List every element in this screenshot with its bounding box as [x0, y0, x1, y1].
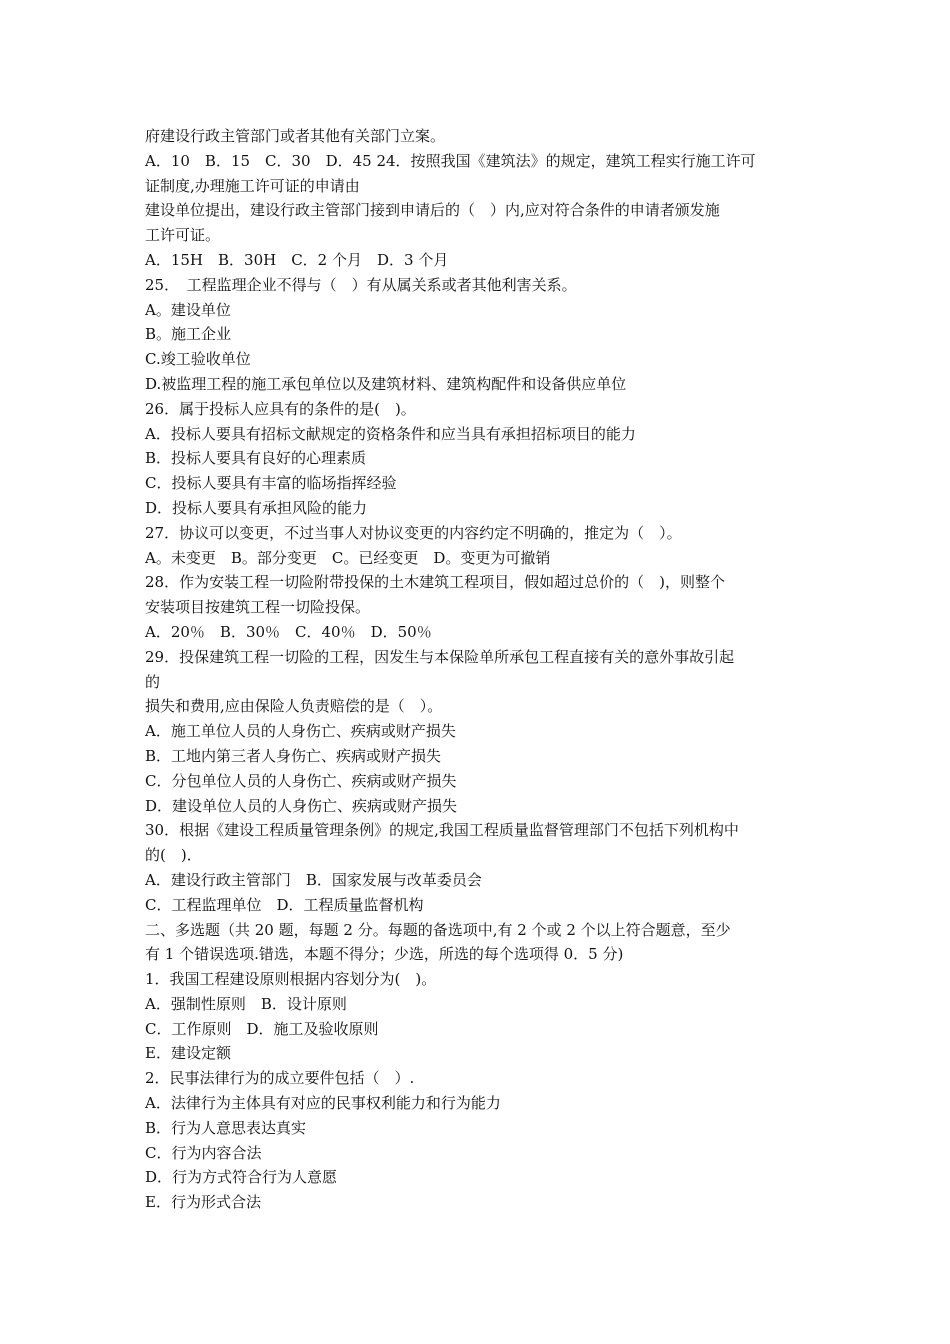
option-line: C．投标人要具有丰富的临场指挥经验 [145, 474, 397, 493]
text-line: 建设单位提出，建设行政主管部门接到申请后的（ ）内,应对符合条件的申请者颁发施 [145, 201, 720, 220]
text-line: A．10 B．15 C．30 D．45 24．按照我国《建筑法》的规定，建筑工程实行施工许可 [145, 151, 756, 170]
text-line: 的 [145, 672, 161, 691]
section-instructions: 有 1 个错误选项.错选，本题不得分；少选，所选的每个选项得 0．5 分) [145, 945, 624, 964]
option-line: B．投标人要具有良好的心理素质 [145, 449, 367, 468]
option-line: C．工程监理单位 D．工程质量监督机构 [145, 895, 424, 914]
option-line: A。建设单位 [145, 300, 231, 319]
option-line: D．行为方式符合行为人意愿 [145, 1168, 338, 1187]
question-1: 1．我国工程建设原则根据内容划分为( )。 [145, 970, 437, 989]
option-line: D．投标人要具有承担风险的能力 [145, 498, 368, 517]
section-heading: 二、多选题（共 20 题，每题 2 分。每题的备选项中,有 2 个或 2 个以上符合题意，至少 [145, 920, 731, 939]
option-line: A．投标人要具有招标文献规定的资格条件和应当具有承担招标项目的能力 [145, 424, 636, 443]
text-line: 安装项目按建筑工程一切险投保。 [145, 598, 371, 617]
text-line: 损失和费用,应由保险人负责赔偿的是（ ）。 [145, 697, 443, 716]
option-line: B．工地内第三者人身伤亡、疾病或财产损失 [145, 746, 442, 765]
document-body [145, 124, 815, 1215]
option-line: A．施工单位人员的人身伤亡、疾病或财产损失 [145, 722, 456, 741]
question-27: 27．协议可以变更，不过当事人对协议变更的内容约定不明确的，推定为（ ）。 [145, 523, 682, 542]
question-26: 26．属于投标人应具有的条件的是( )。 [145, 399, 416, 418]
question-30: 30．根据《建设工程质量管理条例》的规定,我国工程质量监督管理部门不包括下列机构中 [145, 821, 739, 840]
option-line: E．建设定额 [145, 1044, 231, 1063]
option-line: A．法律行为主体具有对应的民事权利能力和行为能力 [145, 1094, 501, 1113]
question-2: 2．民事法律行为的成立要件包括（ ）. [145, 1069, 415, 1088]
text-line: 工许可证。 [145, 226, 221, 245]
option-line: A．强制性原则 B．设计原则 [145, 994, 347, 1013]
text-line: 证制度,办理施工许可证的申请由 [145, 176, 360, 195]
option-line: E．行为形式合法 [145, 1193, 261, 1212]
question-29: 29．投保建筑工程一切险的工程，因发生与本保险单所承包工程直接有关的意外事故引起 [145, 647, 735, 666]
question-25: 25． 工程监理企业不得与（ ）有从属关系或者其他利害关系。 [145, 275, 577, 294]
option-line: D．建设单位人员的人身伤亡、疾病或财产损失 [145, 796, 458, 815]
option-line: A．20％ B．30％ C．40％ D．50％ [145, 622, 432, 641]
text-line: 府建设行政主管部门或者其他有关部门立案。 [145, 127, 446, 145]
option-line: A．建设行政主管部门 B．国家发展与改革委员会 [145, 870, 482, 889]
text-line: A．15H B．30H C．2 个月 D．3 个月 [145, 250, 449, 269]
option-line: C.竣工验收单位 [145, 350, 251, 369]
text-line: 的( )． [145, 846, 202, 865]
option-line: D.被监理工程的施工承包单位以及建筑材料、建筑构配件和设备供应单位 [145, 374, 627, 393]
option-line: A。未变更 B。部分变更 C。已经变更 D。变更为可撤销 [145, 548, 551, 567]
option-line: C．工作原则 D．施工及验收原则 [145, 1019, 379, 1038]
option-line: C．分包单位人员的人身伤亡、疾病或财产损失 [145, 771, 457, 790]
option-line: B。施工企业 [145, 325, 232, 344]
option-line: C．行为内容合法 [145, 1143, 262, 1162]
option-line: B．行为人意思表达真实 [145, 1118, 307, 1137]
question-28: 28．作为安装工程一切险附带投保的土木建筑工程项目，假如超过总价的（ )，则整个 [145, 573, 725, 592]
